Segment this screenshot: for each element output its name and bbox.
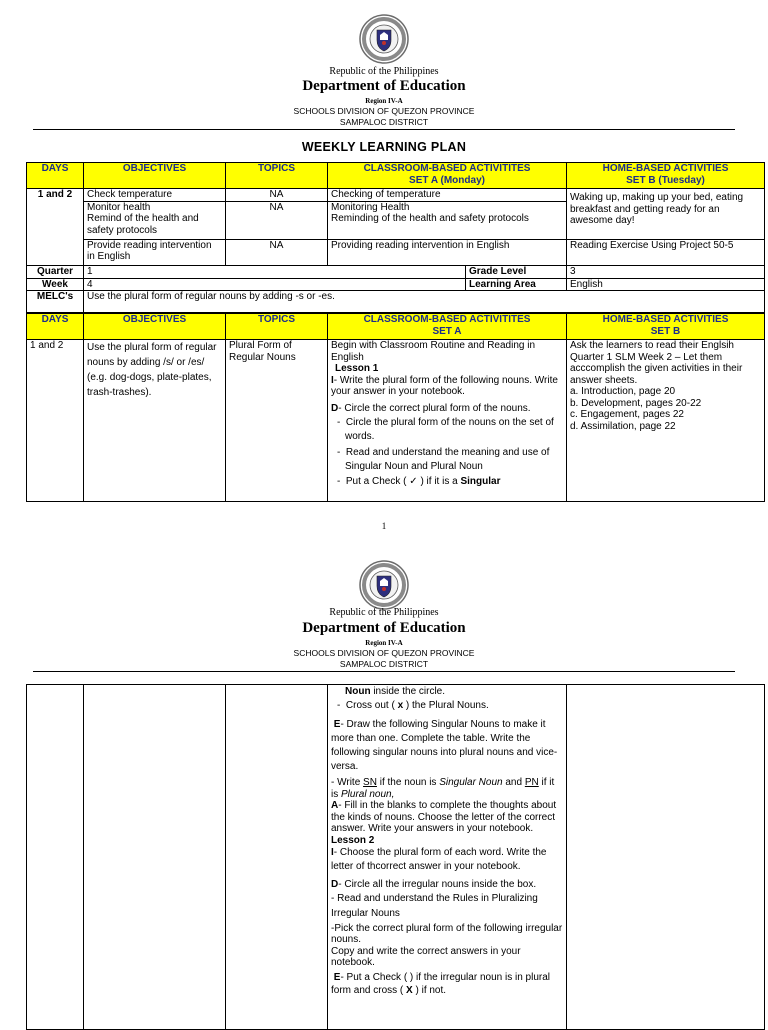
topic-cell: Plural Form of Regular Nouns — [226, 340, 328, 502]
district-line: SAMPALOC DISTRICT — [339, 117, 429, 127]
ifit-text: if it is — [331, 777, 555, 800]
home-item: a. Introduction, page 20 — [570, 386, 676, 397]
a-text: - Fill in the blanks to complete the thoughts about the kinds of nouns. Choose the letter of the correct answer. Write your answers in your notebook. — [331, 800, 557, 834]
i2-text: - Choose the plural form of each word. Write the letter of thcorrect answer in your notebook. — [331, 847, 547, 872]
week-value: 4 — [84, 278, 466, 291]
intro-text: Begin with Classroom Routine and Reading in English — [331, 340, 536, 363]
noun-rest: inside the circle. — [370, 686, 446, 697]
col-header-days: DAYS — [27, 314, 84, 340]
cross-pre: Cross out ( — [345, 699, 395, 711]
cross-end: ) the Plural Nouns. — [405, 699, 489, 711]
copy-text: Copy and write the correct answers in your notebook. — [331, 945, 521, 968]
col-header-home — [567, 163, 765, 189]
bullet-read: Read and understand the meaning and use of Singular Noun and Plural Noun — [345, 447, 550, 472]
republic-line: Republic of the Philippines — [329, 607, 439, 618]
home-activity-cell: Reading Exercise Using Project 50-5 — [567, 239, 765, 265]
activity-text: Monitoring Health — [331, 201, 410, 213]
objective-cell: Use the plural form of regular nouns by adding /s/ or /es/ (e.g. dog-dogs, plate-plates, trash-trashes). — [84, 340, 226, 502]
region-line: Region IV-A — [365, 97, 403, 105]
objective-text: Remind of the health and safety protocols — [87, 213, 199, 236]
cross-x: x — [397, 699, 404, 711]
home-activity-cell — [567, 685, 765, 1030]
d-text: - Circle the correct plural form of the nouns. — [338, 402, 531, 414]
document-title: WEEKLY LEARNING PLAN — [301, 140, 467, 154]
activity-cell: Checking of temperature — [328, 189, 567, 202]
activity-cell: Providing reading intervention in English — [328, 239, 567, 265]
area-value: English — [567, 278, 765, 291]
col-header-classroom — [328, 314, 567, 340]
header-divider — [33, 129, 735, 130]
singular-noun-term: Singular Noun — [439, 777, 503, 788]
col-header-topics: TOPICS — [226, 163, 328, 189]
objective-cell — [84, 685, 226, 1030]
bullet-check-post: ) if it is a — [420, 476, 458, 487]
i-text: - Write the plural form of the following nouns. Write your answer in your notebook. — [331, 374, 558, 397]
pick-text: -Pick the correct plural form of the following irregular nouns. — [331, 922, 563, 945]
topic-cell — [226, 685, 328, 1030]
e-text: - Draw the following Singular Nouns to make it more than one. Complete the table. Write the following singular nouns into plural nouns and vice-versa. — [331, 719, 558, 772]
classroom-title: CLASSROOM-BASED ACTIVITITES — [363, 314, 531, 325]
e2-letter: E — [333, 971, 341, 983]
home-item: d. Assimilation, page 22 — [570, 420, 676, 432]
district-line: SAMPALOC DISTRICT — [339, 659, 429, 669]
area-label: Learning Area — [466, 278, 567, 291]
melc-value: Use the plural form of regular nouns by adding -s or -es. — [84, 291, 765, 313]
home-title: HOME-BASED ACTIVITIES — [602, 163, 729, 174]
write-pre: - Write — [331, 777, 364, 788]
topic-cell: NA — [226, 239, 328, 265]
col-header-topics: TOPICS — [226, 314, 328, 340]
home-set: SET B — [650, 325, 681, 337]
week-label: Week — [27, 278, 84, 291]
objective-text: Monitor health — [87, 201, 151, 213]
objective-cell — [84, 201, 226, 239]
i-letter: I — [331, 374, 334, 386]
topic-cell: NA — [226, 201, 328, 239]
republic-line: Republic of the Philippines — [329, 66, 439, 77]
i2-letter: I — [331, 847, 334, 858]
home-item: c. Engagement, pages 22 — [570, 409, 684, 420]
lesson-plan-table — [26, 313, 765, 502]
division-line: SCHOOLS DIVISION OF QUEZON PROVINCE — [293, 106, 475, 116]
classroom-set: SET A (Monday) — [409, 174, 485, 186]
home-activity-cell — [567, 340, 765, 502]
col-header-classroom — [328, 163, 567, 189]
page-2 — [0, 550, 768, 1024]
objective-cell: Check temperature — [84, 189, 226, 202]
objective-cell: Provide reading intervention in English — [84, 239, 226, 265]
bullet-circle: Circle the plural form of the nouns on the set of words. — [345, 417, 554, 442]
grade-label: Grade Level — [466, 266, 567, 279]
days-cell: 1 and 2 — [27, 340, 84, 502]
lesson-1-heading: Lesson 1 — [335, 363, 379, 374]
deped-seal-icon — [359, 14, 409, 64]
region-line: Region IV-A — [365, 639, 403, 647]
home-activity-cell: Waking up, making up your bed, eating breakfast and getting ready for an awesome day! — [567, 189, 765, 240]
classroom-title: CLASSROOM-BASED ACTIVITITES — [363, 163, 531, 174]
e-letter: E — [333, 719, 341, 730]
topic-cell: NA — [226, 189, 328, 202]
col-header-days: DAYS — [27, 163, 84, 189]
lesson-2-heading: Lesson 2 — [331, 834, 375, 846]
e2-x: X — [406, 984, 413, 996]
classroom-set: SET A — [432, 325, 462, 337]
col-header-objectives: OBJECTIVES — [84, 163, 226, 189]
d-letter: D — [331, 402, 339, 414]
meta-table — [26, 265, 765, 313]
read-rules-text: - Read and understand the Rules in Pluralizing Irregular Nouns — [331, 892, 538, 919]
quarter-label: Quarter — [27, 266, 84, 279]
checkmark-icon: ✓ — [409, 476, 418, 487]
deped-seal-icon — [359, 560, 409, 610]
bullet-check-bold: Singular — [460, 476, 501, 487]
department-name: Department of Education — [302, 78, 466, 94]
melc-label: MELC's — [27, 291, 84, 313]
plural-noun-term: Plural noun, — [341, 788, 395, 800]
page-number: 1 — [381, 521, 387, 531]
activity-cell — [328, 201, 567, 239]
quarter-value: 1 — [84, 266, 466, 279]
grade-value: 3 — [567, 266, 765, 279]
sn-abbr: SN — [363, 777, 377, 788]
activity-cell: Noun inside the circle. - Cross out ( x ) the Plural Nouns. E- Draw the following Singular Nouns to make it more than one. Complete the table. Write the following singular nouns into plural nouns and vice-versa. - Write SN if the noun is Singular Noun and PN if it is Plural noun, A- Fill in the blanks to complete the thoughts about the kinds of nouns. Choose the letter of the correct answer. Write your answers in your notebook. Lesson 2 I- Choose the plural form of each word. Write the letter of thcorrect answer in your notebook. D- Circle all the irregular nouns inside the box. - Read and understand the Rules in Pluralizing Irregular Nouns -Pick the correct plural form of the following irregular nouns. Copy and write the correct answers in your notebook. E- Put a Check ( ) if the irregular noun is in plural form and cross ( X ) if not. — [328, 685, 567, 1030]
daily-routine-table — [26, 162, 765, 266]
d2-text: - Circle all the irregular nouns inside the box. — [338, 879, 537, 890]
days-cell: 1 and 2 — [27, 189, 84, 266]
home-title: HOME-BASED ACTIVITIES — [602, 314, 729, 325]
activity-cell: Begin with Classroom Routine and Reading in English Lesson 1 I- Write the plural form of the following nouns. Write your answer in your notebook. D- Circle the correct plural form of the nouns. - Circle the plural form of the nouns on the set of words. - Read and understand the meaning and use of Singular Noun and Plural Noun - Put a Check ( ✓ ) if it is a Singular — [328, 340, 567, 502]
col-header-objectives: OBJECTIVES — [84, 314, 226, 340]
bullet-check-pre: Put a Check ( — [345, 476, 407, 487]
lesson-plan-table-continued — [26, 684, 765, 1030]
home-instructions: Ask the learners to read their Englsih Quarter 1 SLM Week 2 – Let them acccomplish the given activities in their answer sheets. — [570, 340, 743, 386]
activity-text: Reminding of the health and safety protocols — [331, 213, 529, 224]
noun-bold: Noun — [345, 686, 371, 697]
and-text: and — [502, 777, 525, 788]
write-mid: if the noun is — [376, 777, 440, 788]
e2-text: - Put a Check ( ) if the irregular noun is in plural form and cross ( — [331, 971, 550, 996]
pn-abbr: PN — [524, 777, 539, 788]
home-item: b. Development, pages 20-22 — [570, 397, 702, 409]
header-divider — [33, 671, 735, 672]
department-name: Department of Education — [302, 620, 466, 636]
division-line: SCHOOLS DIVISION OF QUEZON PROVINCE — [293, 648, 475, 658]
d2-letter: D — [331, 879, 339, 890]
home-set: SET B (Tuesday) — [626, 174, 705, 186]
e2-end: ) if not. — [415, 984, 447, 996]
days-cell — [27, 685, 84, 1030]
col-header-home — [567, 314, 765, 340]
a-letter: A — [331, 800, 339, 811]
